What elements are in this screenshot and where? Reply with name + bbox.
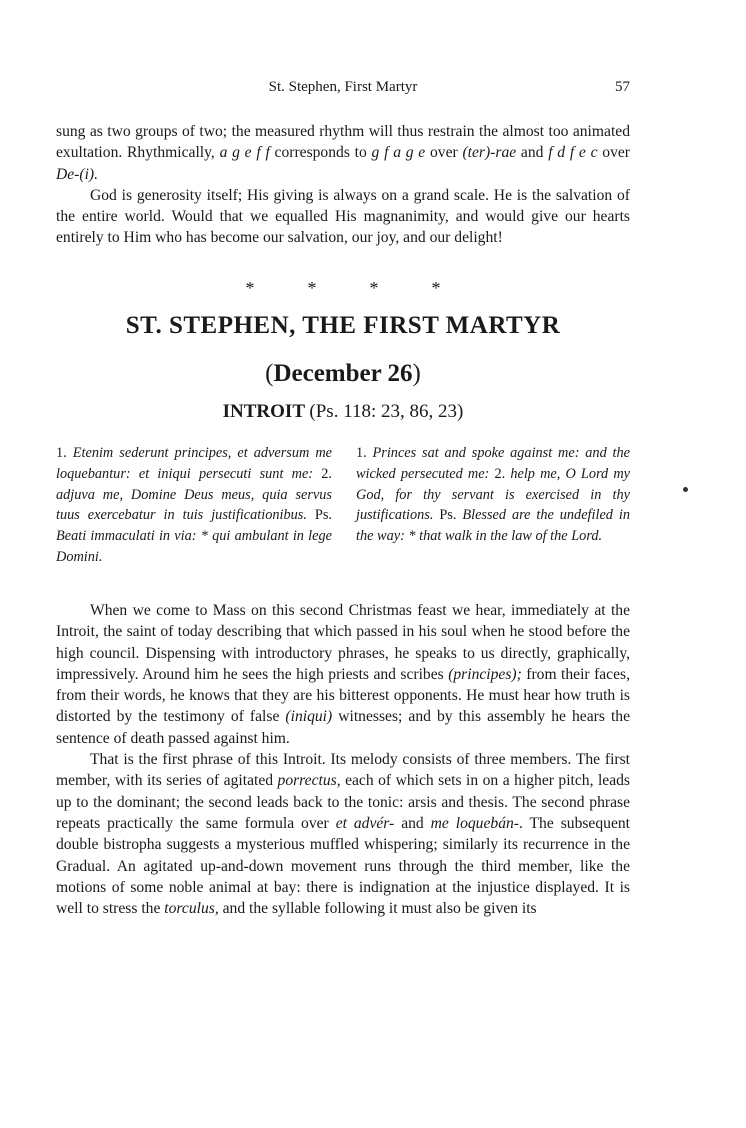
feast-date-text: December 26 [273,360,413,387]
text-run: each of which sets in on a higher pitch, leads up to the dominant; the second leads back to the tonic: arsis and thesis. The second phrase repeats practically the same formula over [56,772,630,832]
verse-text: Etenim sederunt principes, et adversum me loquebantur: et iniqui persecuti sunt me: [56,445,333,482]
separator-star: * [369,278,379,298]
verse-number: 2. [494,465,511,482]
text-run: and the syllable following it must also be given its [218,900,537,918]
feast-date-close-paren: ) [412,360,421,387]
italic-text: De-(i). [56,165,98,183]
introit-english-column [356,443,630,547]
italic-text: et advér- [335,814,395,832]
intro-text-block [56,121,630,249]
italic-text: me loquebán- [430,814,519,832]
text-run: and [394,814,431,832]
introit-latin-column [56,443,332,568]
verse-text: adjuva me, Domine Deus meus, quia servus tuus exercebatur in tuis justificationibus. [56,486,332,524]
verse-number: 2. [321,465,332,482]
text-run: . The subsequent double bistropha suggests a mysterious muffled whispering; similarly its recurrence in the Gradual. An agitated up-and-down movement runs through the third member, like the motions of some noble animal at bay: there is indignation at the injustice displayed. It is well to stress the [56,814,630,918]
feast-date [56,360,630,388]
paragraph [56,185,630,249]
paragraph [56,600,630,749]
italic-text: (ter)-rae [462,144,517,162]
section-separator [56,278,630,299]
introit-reference: (Ps. 118: 23, 86, 23) [309,401,464,422]
text-run: over [597,144,630,162]
introit-heading [56,401,630,423]
separator-star: * [245,278,255,298]
verse-number: Ps. [439,507,463,524]
verse-text: Beati immaculati in via: * qui ambulant in lege Domini. [56,528,332,565]
verse-text: help me, O Lord my God, for thy servant is exercised in thy justifications. [356,465,631,524]
verse-text: Blessed are the undefiled in the way: * that walk in the law of the Lord. [356,507,630,545]
separator-star: * [431,278,441,298]
paragraph [56,749,630,919]
introit-label: INTROIT [222,401,305,422]
verse-text: Princes sat and spoke against me: and the wicked persecuted me: [356,445,630,482]
text-run: When we come to Mass on this second Christmas feast we hear, immediately at the Introit, the saint of today describing that which passed in his soul when he stood before the high council. Dispensing with introductory phrases, he speaks to us directly, graphically, impressively. Around him he sees the high priests and scribes [56,602,630,683]
text-run: from their faces, from their words, he knows that they are his bitterest opponents. He must hear how truth is distorted by the testimony of false [56,665,630,726]
margin-dot [683,487,688,492]
italic-text: (iniqui) [285,708,333,726]
italic-text: (principes); [448,665,522,683]
text-run: and [516,144,549,162]
running-head [56,79,630,99]
italic-text: torculus, [164,900,219,918]
feast-title: ST. STEPHEN, THE FIRST MARTYR [125,312,561,339]
running-title: St. Stephen, First Martyr [268,79,418,95]
paragraph [56,121,630,185]
commentary-text-block [56,600,630,919]
italic-text: g f a g e [371,144,426,162]
verse-number: 1. [356,445,373,461]
text-run: over [425,144,463,162]
separator-star: * [307,278,317,298]
italic-text: a g e f f [219,144,270,162]
page-number: 57 [615,79,630,95]
introit-text-columns [56,443,630,593]
text-run: That is the first phrase of this Introit. Its melody consists of three members. The first member, with its series of agitated [56,751,630,790]
text-run: God is generosity itself; His giving is always on a grand scale. He is the salvation of the entire world. Would that we equalled His magnanimity, and would give our hearts entirely to Him who has become our salvation, our joy, and our delight! [56,186,630,247]
text-run: sung as two groups of two; the measured rhythm will thus restrain the almost too animated exultation. Rhythmically, [56,123,630,162]
text-run: witnesses; and by this assembly he hears the sentence of death passed against him. [56,708,630,747]
verse-number: 1. [56,445,73,461]
verse-number: Ps. [314,507,332,524]
feast-date-open-paren: ( [265,360,274,387]
italic-text: porrectus, [277,772,341,790]
text-run: corresponds to [269,144,372,162]
italic-text: f d f e c [548,144,598,162]
